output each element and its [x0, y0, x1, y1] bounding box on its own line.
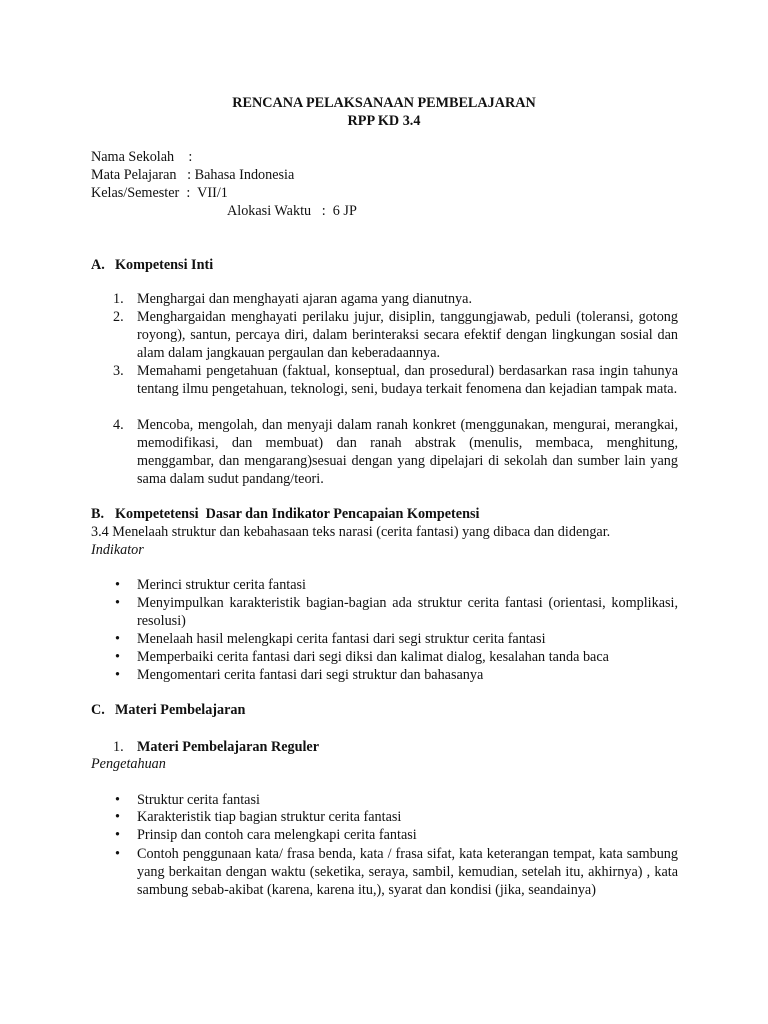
bullet-icon: •: [115, 577, 120, 593]
bullet-icon: •: [115, 827, 120, 843]
class-semester-line: Kelas/Semester : VII/1: [91, 185, 228, 201]
materi-item: [115, 791, 678, 809]
bullet-icon: •: [115, 792, 120, 808]
ki-item-number: 2.: [113, 309, 124, 325]
ki-item-text: Menghargai dan menghayati ajaran agama yang dianutnya.: [137, 291, 472, 307]
ki-item-3: [113, 362, 678, 398]
ki-item-4: [113, 416, 678, 488]
materi-text: Prinsip dan contoh cara melengkapi cerita fantasi: [137, 827, 417, 843]
indikator-label: Indikator: [91, 542, 144, 558]
indikator-text: Memperbaiki cerita fantasi dari segi diksi dan kalimat dialog, kesalahan tanda baca: [137, 649, 609, 665]
time-allocation-line: Alokasi Waktu : 6 JP: [227, 203, 357, 219]
section-c-letter: C.: [91, 702, 105, 718]
materi-text: Karakteristik tiap bagian struktur cerita fantasi: [137, 809, 402, 825]
school-name-line: Nama Sekolah :: [91, 149, 193, 165]
kd-statement: 3.4 Menelaah struktur dan kebahasaan teks narasi (cerita fantasi) yang dibaca dan didengar.: [91, 524, 611, 540]
section-a-letter: A.: [91, 257, 105, 273]
pengetahuan-label: Pengetahuan: [91, 756, 166, 772]
materi-text: Struktur cerita fantasi: [137, 792, 260, 808]
indikator-item: [115, 576, 678, 594]
ki-item-text: Menghargaidan menghayati perilaku jujur, disiplin, tanggungjawab, peduli (toleransi, gotong royong), santun, percaya diri, dalam berinteraksi secara efektif dengan lingkungan sosial dan alam dalam jangkauan pergaulan dan keberadaannya.: [137, 309, 678, 361]
indikator-text: Mengomentari cerita fantasi dari segi struktur dan bahasanya: [137, 667, 484, 683]
section-a-heading: [91, 256, 213, 274]
bullet-icon: •: [115, 667, 120, 683]
ki-item-number: 1.: [113, 291, 124, 307]
bullet-icon: •: [115, 631, 120, 647]
section-c-heading: [91, 701, 245, 719]
section-b-heading: [91, 505, 479, 523]
section-b-letter: B.: [91, 506, 105, 522]
section-a-title: Kompetensi Inti: [115, 257, 214, 273]
doc-title: RENCANA PELAKSANAAN PEMBELAJARAN: [232, 95, 536, 111]
materi-text: Contoh penggunaan kata/ frasa benda, kata / frasa sifat, kata keterangan tempat, kata sambung yang berkaitan dengan waktu (seketika, seraya, sambil, kemudian, setelah itu, akhirnya) , kata sambung sebab-akibat (karena, karena itu,), syarat dan kondisi (jika, seandainya): [137, 846, 678, 898]
ki-item-2: [113, 308, 678, 362]
ki-item-number: 4.: [113, 417, 124, 433]
indikator-text: Menelaah hasil melengkapi cerita fantasi dari segi struktur cerita fantasi: [137, 631, 546, 647]
indikator-item: [115, 648, 678, 666]
bullet-icon: •: [115, 649, 120, 665]
indikator-text: Merinci struktur cerita fantasi: [137, 577, 307, 593]
materi-item: [115, 826, 678, 844]
ki-item-number: 3.: [113, 363, 124, 379]
indikator-item: [115, 666, 678, 684]
doc-subtitle: RPP KD 3.4: [347, 113, 421, 129]
bullet-icon: •: [115, 809, 120, 825]
indikator-item: [115, 594, 678, 630]
materi-reguler-number: 1.: [113, 739, 124, 755]
materi-item: [115, 845, 678, 899]
section-b-title: Kompetetensi Dasar dan Indikator Pencapaian Kompetensi: [115, 506, 480, 522]
materi-reguler-title: Materi Pembelajaran Reguler: [137, 739, 320, 755]
ki-item-1: [113, 290, 678, 308]
materi-reguler-heading: [113, 738, 319, 756]
indikator-item: [115, 630, 678, 648]
ki-item-text: Memahami pengetahuan (faktual, konseptual, dan prosedural) berdasarkan rasa ingin tahunya tentang ilmu pengetahuan, teknologi, seni, budaya terkait fenomena dan kejadian tampak mata.: [137, 363, 678, 397]
bullet-icon: •: [115, 846, 120, 862]
section-c-title: Materi Pembelajaran: [115, 702, 246, 718]
materi-item: [115, 808, 678, 826]
subject-line: Mata Pelajaran : Bahasa Indonesia: [91, 167, 295, 183]
ki-item-text: Mencoba, mengolah, dan menyaji dalam ranah konkret (menggunakan, mengurai, merangkai, memodifikasi, dan membuat) dan ranah abstrak (menulis, membaca, menghitung, menggambar, dan mengarang)sesuai dengan yang dipelajari di sekolah dan sumber lain yang sama dalam sudut pandang/teori.: [137, 417, 678, 487]
indikator-text: Menyimpulkan karakteristik bagian-bagian ada struktur cerita fantasi (orientasi, komplikasi, resolusi): [137, 595, 678, 629]
bullet-icon: •: [115, 595, 120, 611]
